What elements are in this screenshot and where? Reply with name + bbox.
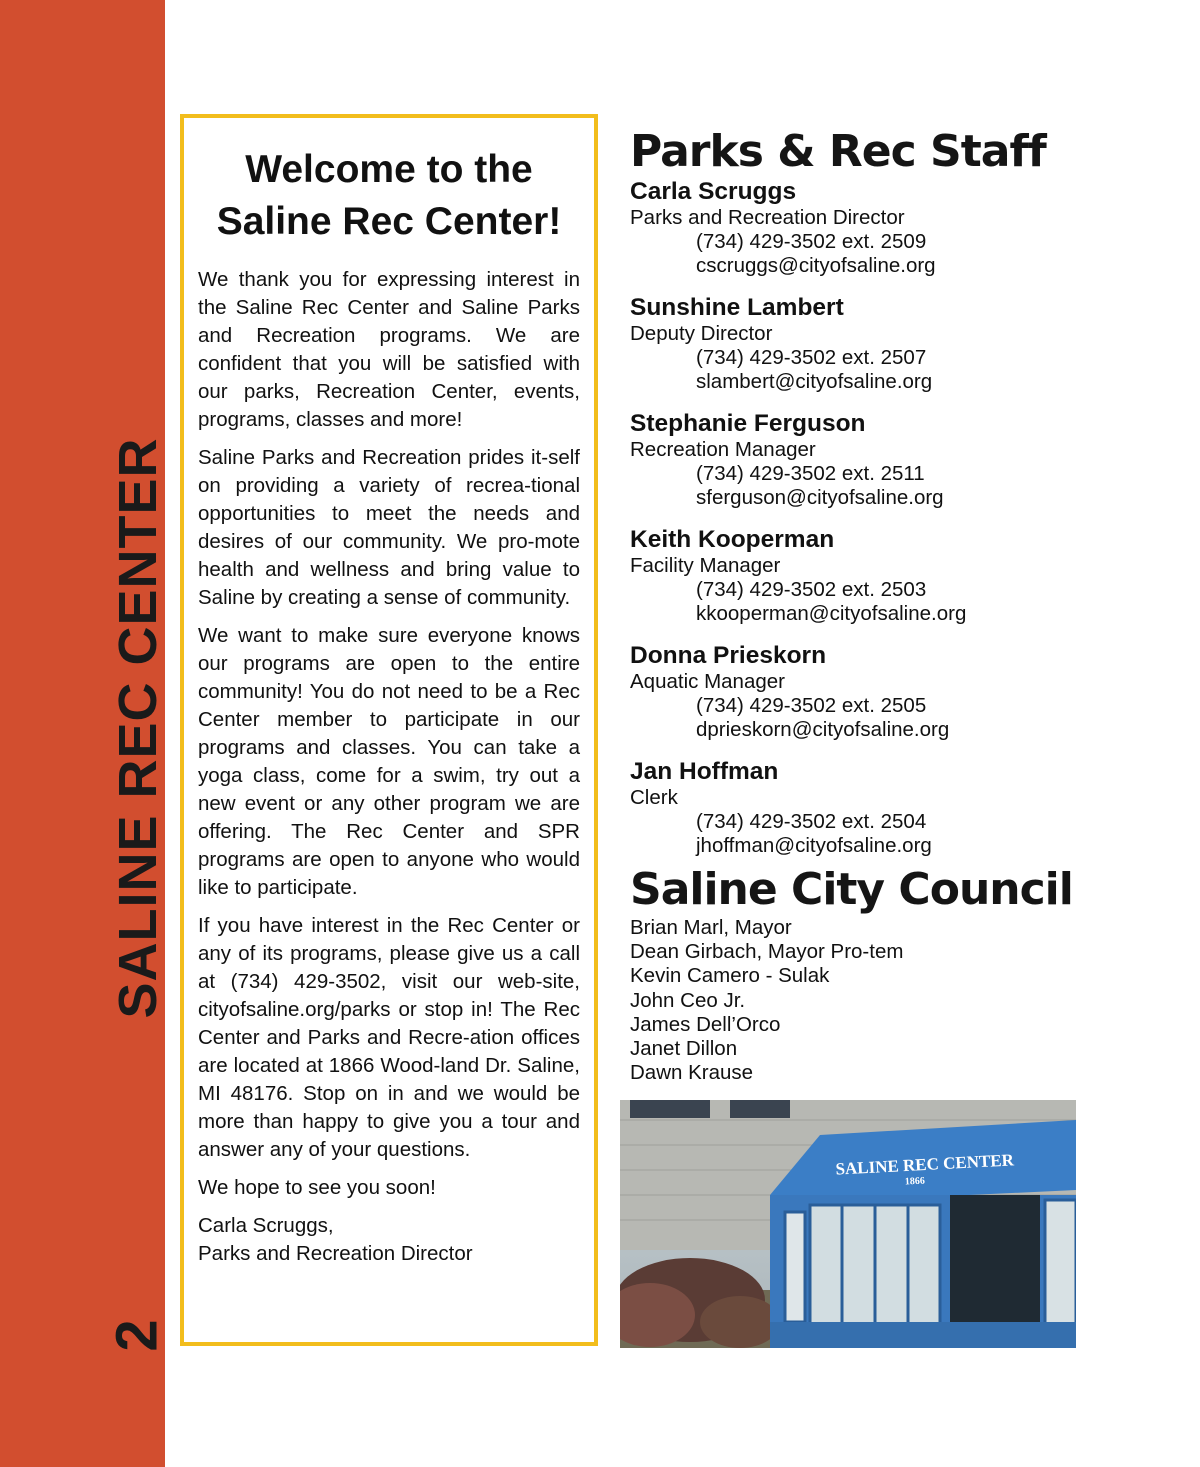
council-member: Dean Girbach, Mayor Pro-tem [630, 940, 904, 964]
staff-email: cscruggs@cityofsaline.org [696, 254, 936, 277]
welcome-paragraph: We want to make sure everyone knows our programs are open to the entire community! You do not need to be a Rec Center member to participate in our programs and classes. You can take a yoga class, come for a swim, try out a new event or any other program we are offering. The Rec Center and SPR programs are open to anyone who would like to participate. [198, 624, 580, 899]
council-member: Janet Dillon [630, 1037, 738, 1061]
welcome-paragraph: We thank you for expressing interest in the Saline Rec Center and Saline Parks and Recreation programs. We are confident that you will be satisfied with our parks, Recreation Center, events, programs, classes and more! [198, 268, 580, 431]
council-member: Kevin Camero - Sulak [630, 964, 830, 988]
welcome-paragraph: We hope to see you soon! [198, 1176, 436, 1199]
staff-member [630, 642, 1090, 742]
staff-member [630, 758, 1090, 858]
staff-phone: (734) 429-3502 ext. 2505 [696, 694, 927, 717]
council-member: Brian Marl, Mayor [630, 916, 792, 939]
welcome-paragraph: If you have interest in the Rec Center or any of its programs, please give us a call at (734) 429-3502, visit our web-site, cityofsaline.org/parks or stop in! The Rec Center and Parks and Recre-ation offices are located at 1866 Wood-land Dr. Saline, MI 48176. Stop on in and we would be more than happy to give you a tour and answer any of your questions. [198, 914, 580, 1161]
staff-name: Carla Scruggs [630, 178, 797, 205]
council-member: James Dell’Orco [630, 1012, 781, 1036]
council-member: Dawn Krause [630, 1061, 754, 1085]
rec-center-photo [620, 1100, 1076, 1348]
sign-year: 1866 [904, 1175, 926, 1188]
signature-name: Carla Scruggs, [198, 1214, 334, 1237]
staff-role: Clerk [630, 786, 678, 809]
shrub [700, 1296, 780, 1348]
welcome-body [198, 266, 580, 1202]
staff-name: Donna Prieskorn [630, 642, 827, 669]
staff-member [630, 294, 1090, 394]
sidebar-title: SALINE REC CENTER [108, 437, 168, 1019]
staff-heading: Parks & Rec Staff [630, 126, 1046, 177]
staff-name: Jan Hoffman [630, 758, 779, 785]
staff-email: jhoffman@cityofsaline.org [696, 834, 932, 857]
staff-role: Aquatic Manager [630, 670, 785, 693]
signature [198, 1212, 580, 1268]
staff-role: Deputy Director [630, 322, 773, 345]
staff-name: Keith Kooperman [630, 526, 835, 553]
welcome-paragraph: Saline Parks and Recreation prides it-self on providing a variety of recrea-tional opportunities to meet the needs and desires of our community. We pro-mote health and wellness and bring value to Saline by creating a sense of community. [198, 446, 580, 609]
staff-role: Recreation Manager [630, 438, 816, 461]
staff-email: slambert@cityofsaline.org [696, 370, 933, 393]
staff-role: Facility Manager [630, 554, 781, 577]
council-heading: Saline City Council [630, 864, 1073, 915]
welcome-title [198, 144, 580, 248]
welcome-box [180, 114, 598, 1346]
right-column [630, 126, 1090, 1085]
entrance-base [770, 1322, 1076, 1348]
welcome-title-line2: Saline Rec Center! [216, 200, 562, 243]
staff-email: dprieskorn@cityofsaline.org [696, 718, 950, 741]
council-list [630, 916, 1090, 1085]
staff-member [630, 178, 1090, 278]
staff-phone: (734) 429-3502 ext. 2504 [696, 810, 927, 833]
staff-role: Parks and Recreation Director [630, 206, 905, 229]
staff-name: Sunshine Lambert [630, 294, 844, 321]
staff-member [630, 526, 1090, 626]
page-number: 2 [104, 1319, 170, 1352]
glass-pane [785, 1212, 805, 1322]
welcome-title-line1: Welcome to the [245, 148, 533, 191]
staff-name: Stephanie Ferguson [630, 410, 866, 437]
signature-title: Parks and Recreation Director [198, 1242, 473, 1265]
sign-text: SALINE REC CENTER [835, 1150, 1015, 1179]
staff-phone: (734) 429-3502 ext. 2503 [696, 578, 927, 601]
staff-phone: (734) 429-3502 ext. 2507 [696, 346, 927, 369]
staff-phone: (734) 429-3502 ext. 2509 [696, 230, 927, 253]
sidebar-band [0, 0, 170, 1467]
building-window [730, 1100, 790, 1118]
rec-center-photo-illustration [620, 1100, 1076, 1348]
staff-member [630, 410, 1090, 510]
staff-email: sferguson@cityofsaline.org [696, 486, 944, 509]
staff-email: kkooperman@cityofsaline.org [696, 602, 967, 625]
staff-phone: (734) 429-3502 ext. 2511 [696, 462, 925, 485]
building-window [630, 1100, 710, 1118]
council-member: John Ceo Jr. [630, 988, 746, 1012]
